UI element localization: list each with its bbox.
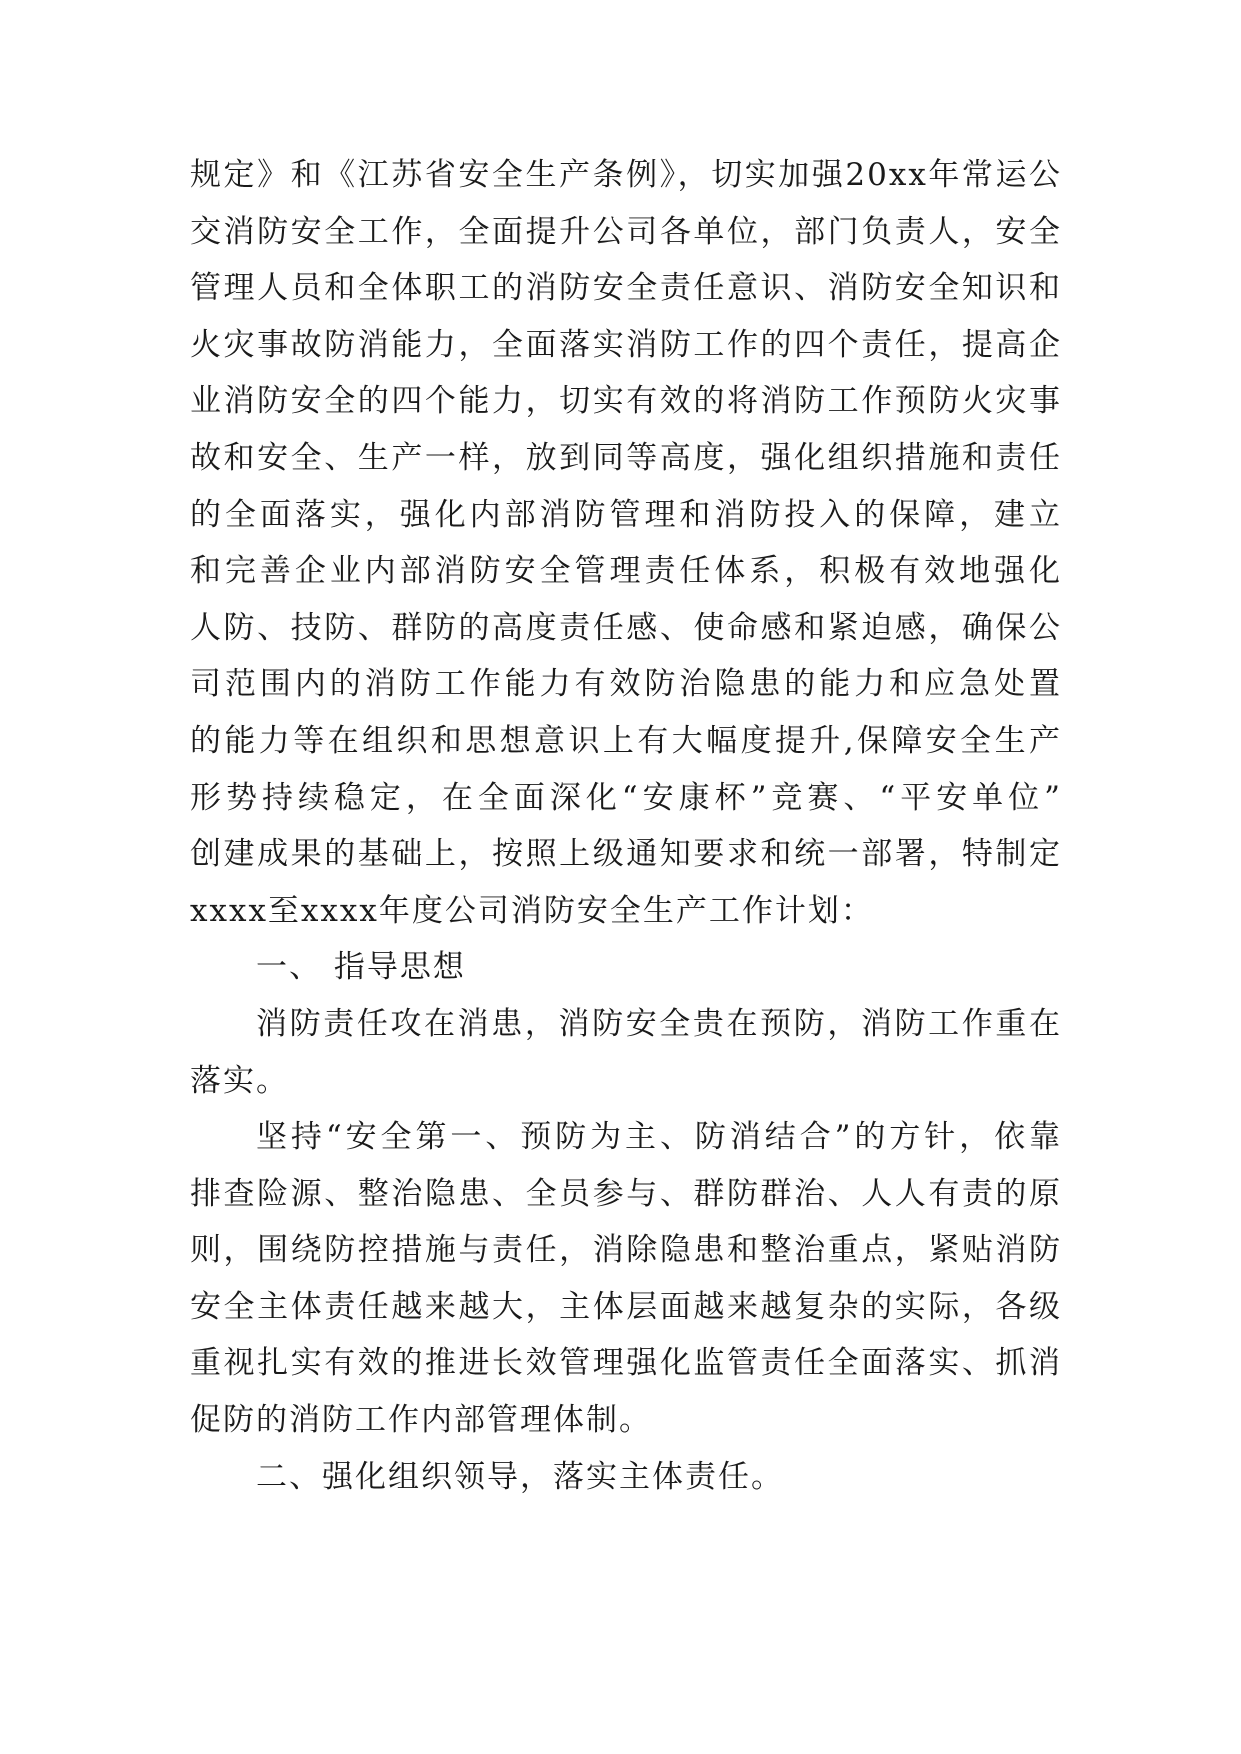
- section-heading: 一、 指导思想: [256, 949, 466, 986]
- text-line: 故和安全、生产一样，放到同等高度，强化组织措施和责任: [190, 439, 1062, 476]
- text-line: 交消防安全工作，全面提升公司各单位，部门负责人，安全: [190, 213, 1062, 250]
- text-line: xxxx至xxxx年度公司消防安全生产工作计划：: [190, 892, 874, 929]
- section-heading: 二、强化组织领导，落实主体责任。: [256, 1458, 784, 1495]
- text-line: 规定》和《江苏省安全生产条例》，切实加强20xx年常运公: [190, 157, 1062, 193]
- text-line: 则，围绕防控措施与责任，消除隐患和整治重点，紧贴消防: [190, 1232, 1062, 1269]
- text-line: 安全主体责任越来越大，主体层面越来越复杂的实际，各级: [190, 1288, 1062, 1325]
- text-line: 排查险源、整治隐患、全员参与、群防群治、人人有责的原: [190, 1175, 1062, 1212]
- text-line: 促防的消防工作内部管理体制。: [190, 1402, 652, 1439]
- text-line: 火灾事故防消能力，全面落实消防工作的四个责任，提高企: [190, 326, 1062, 363]
- text-line: 落实。: [190, 1062, 289, 1099]
- text-line: 司范围内的消防工作能力有效防治隐患的能力和应急处置: [190, 666, 1062, 703]
- text-line: 形势持续稳定，在全面深化“安康杯”竞赛、“平安单位”: [190, 779, 1062, 816]
- document-body: [190, 147, 1062, 1505]
- text-line: 重视扎实有效的推进长效管理强化监管责任全面落实、抓消: [190, 1345, 1062, 1382]
- text-line: 消防责任攻在消患，消防安全贵在预防，消防工作重在: [256, 1005, 1062, 1042]
- text-line: 创建成果的基础上，按照上级通知要求和统一部署，特制定: [190, 836, 1062, 873]
- text-line: 的全面落实，强化内部消防管理和消防投入的保障，建立: [190, 496, 1062, 533]
- text-line: 的能力等在组织和思想意识上有大幅度提升,保障安全生产: [190, 722, 1062, 759]
- text-line: 管理人员和全体职工的消防安全责任意识、消防安全知识和: [190, 270, 1062, 307]
- text-line: 业消防安全的四个能力，切实有效的将消防工作预防火灾事: [190, 383, 1062, 420]
- text-line: 人防、技防、群防的高度责任感、使命感和紧迫感，确保公: [190, 609, 1062, 646]
- text-line: 和完善企业内部消防安全管理责任体系，积极有效地强化: [190, 553, 1062, 590]
- text-line: 坚持“安全第一、预防为主、防消结合”的方针，依靠: [256, 1119, 1062, 1156]
